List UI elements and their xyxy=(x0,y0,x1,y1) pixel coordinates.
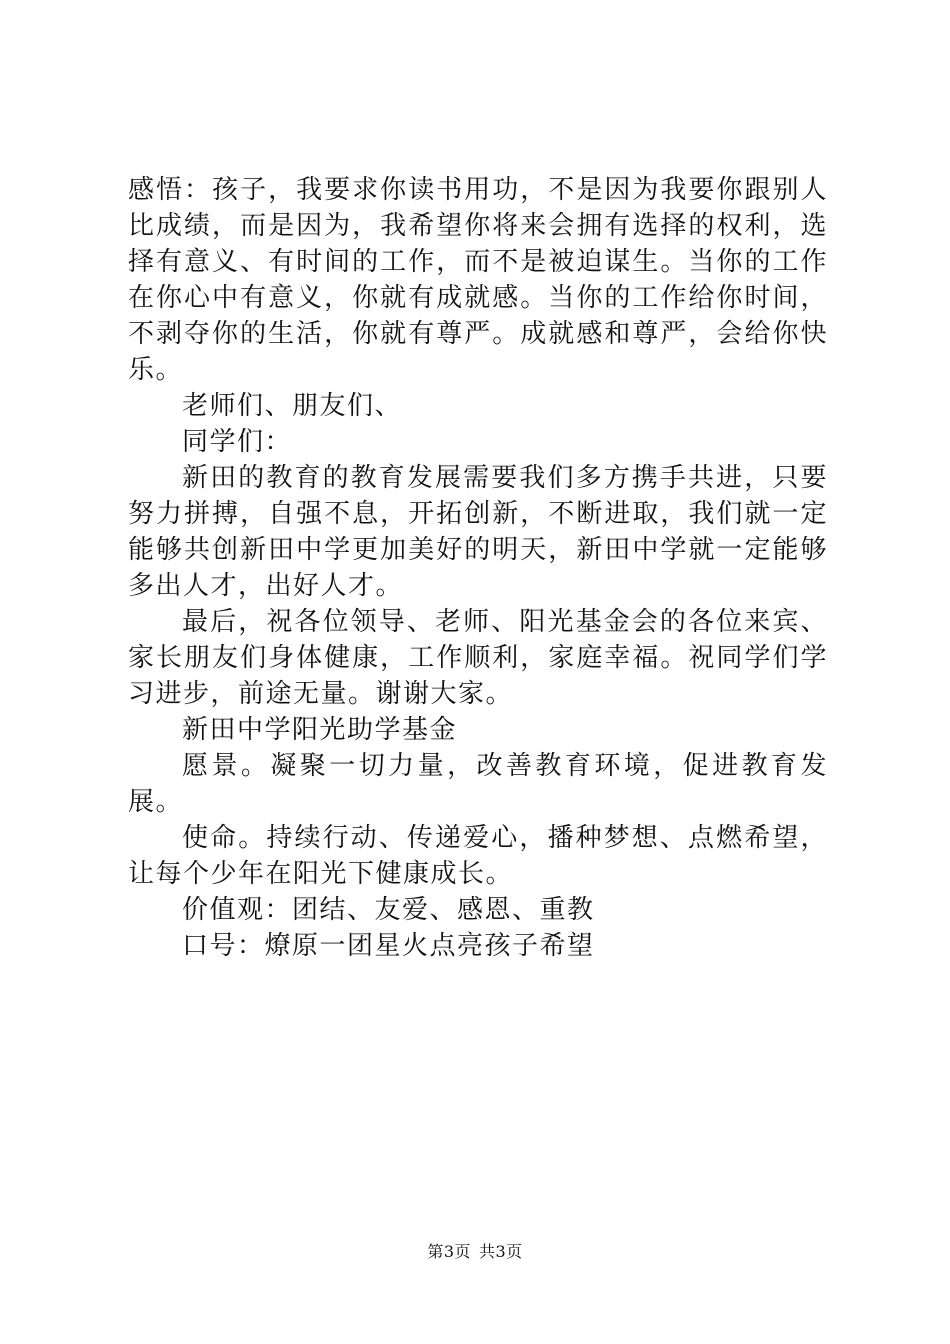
fund-vision: 愿景。凝聚一切力量，改善教育环境，促进教育发展。 xyxy=(128,751,828,817)
page-footer xyxy=(0,1242,950,1262)
education-development-paragraph: 新田的教育的教育发展需要我们多方携手共进，只要努力拼搏，自强不息，开拓创新，不断进取，我们就一定能够共创新田中学更加美好的明天，新田中学就一定能够多出人才，出好人才。 xyxy=(128,463,828,601)
salutation-teachers-friends: 老师们、朋友们、 xyxy=(182,391,403,421)
page-number: 第3页 xyxy=(427,1242,471,1261)
document-body xyxy=(128,172,828,964)
fund-mission: 使命。持续行动、传递爱心，播种梦想、点燃希望，让每个少年在阳光下健康成长。 xyxy=(128,823,828,889)
fund-values: 价值观：团结、友爱、感恩、重教 xyxy=(182,895,595,925)
salutation-students: 同学们： xyxy=(182,427,293,457)
reflection-paragraph: 感悟：孩子，我要求你读书用功，不是因为我要你跟别人比成绩，而是因为，我希望你将来会拥有选择的权利，选择有意义、有时间的工作，而不是被迫谋生。当你的工作在你心中有意义，你就有成就感。当你的工作给你时间，不剥夺你的生活，你就有尊严。成就感和尊严，会给你快乐。 xyxy=(128,175,828,385)
page-total: 共3页 xyxy=(479,1242,523,1261)
fund-name: 新田中学阳光助学基金 xyxy=(182,715,458,745)
closing-wishes-paragraph: 最后，祝各位领导、老师、阳光基金会的各位来宾、家长朋友们身体健康，工作顺利，家庭幸福。祝同学们学习进步，前途无量。谢谢大家。 xyxy=(128,607,828,709)
fund-slogan: 口号：燎原一团星火点亮孩子希望 xyxy=(182,931,595,961)
